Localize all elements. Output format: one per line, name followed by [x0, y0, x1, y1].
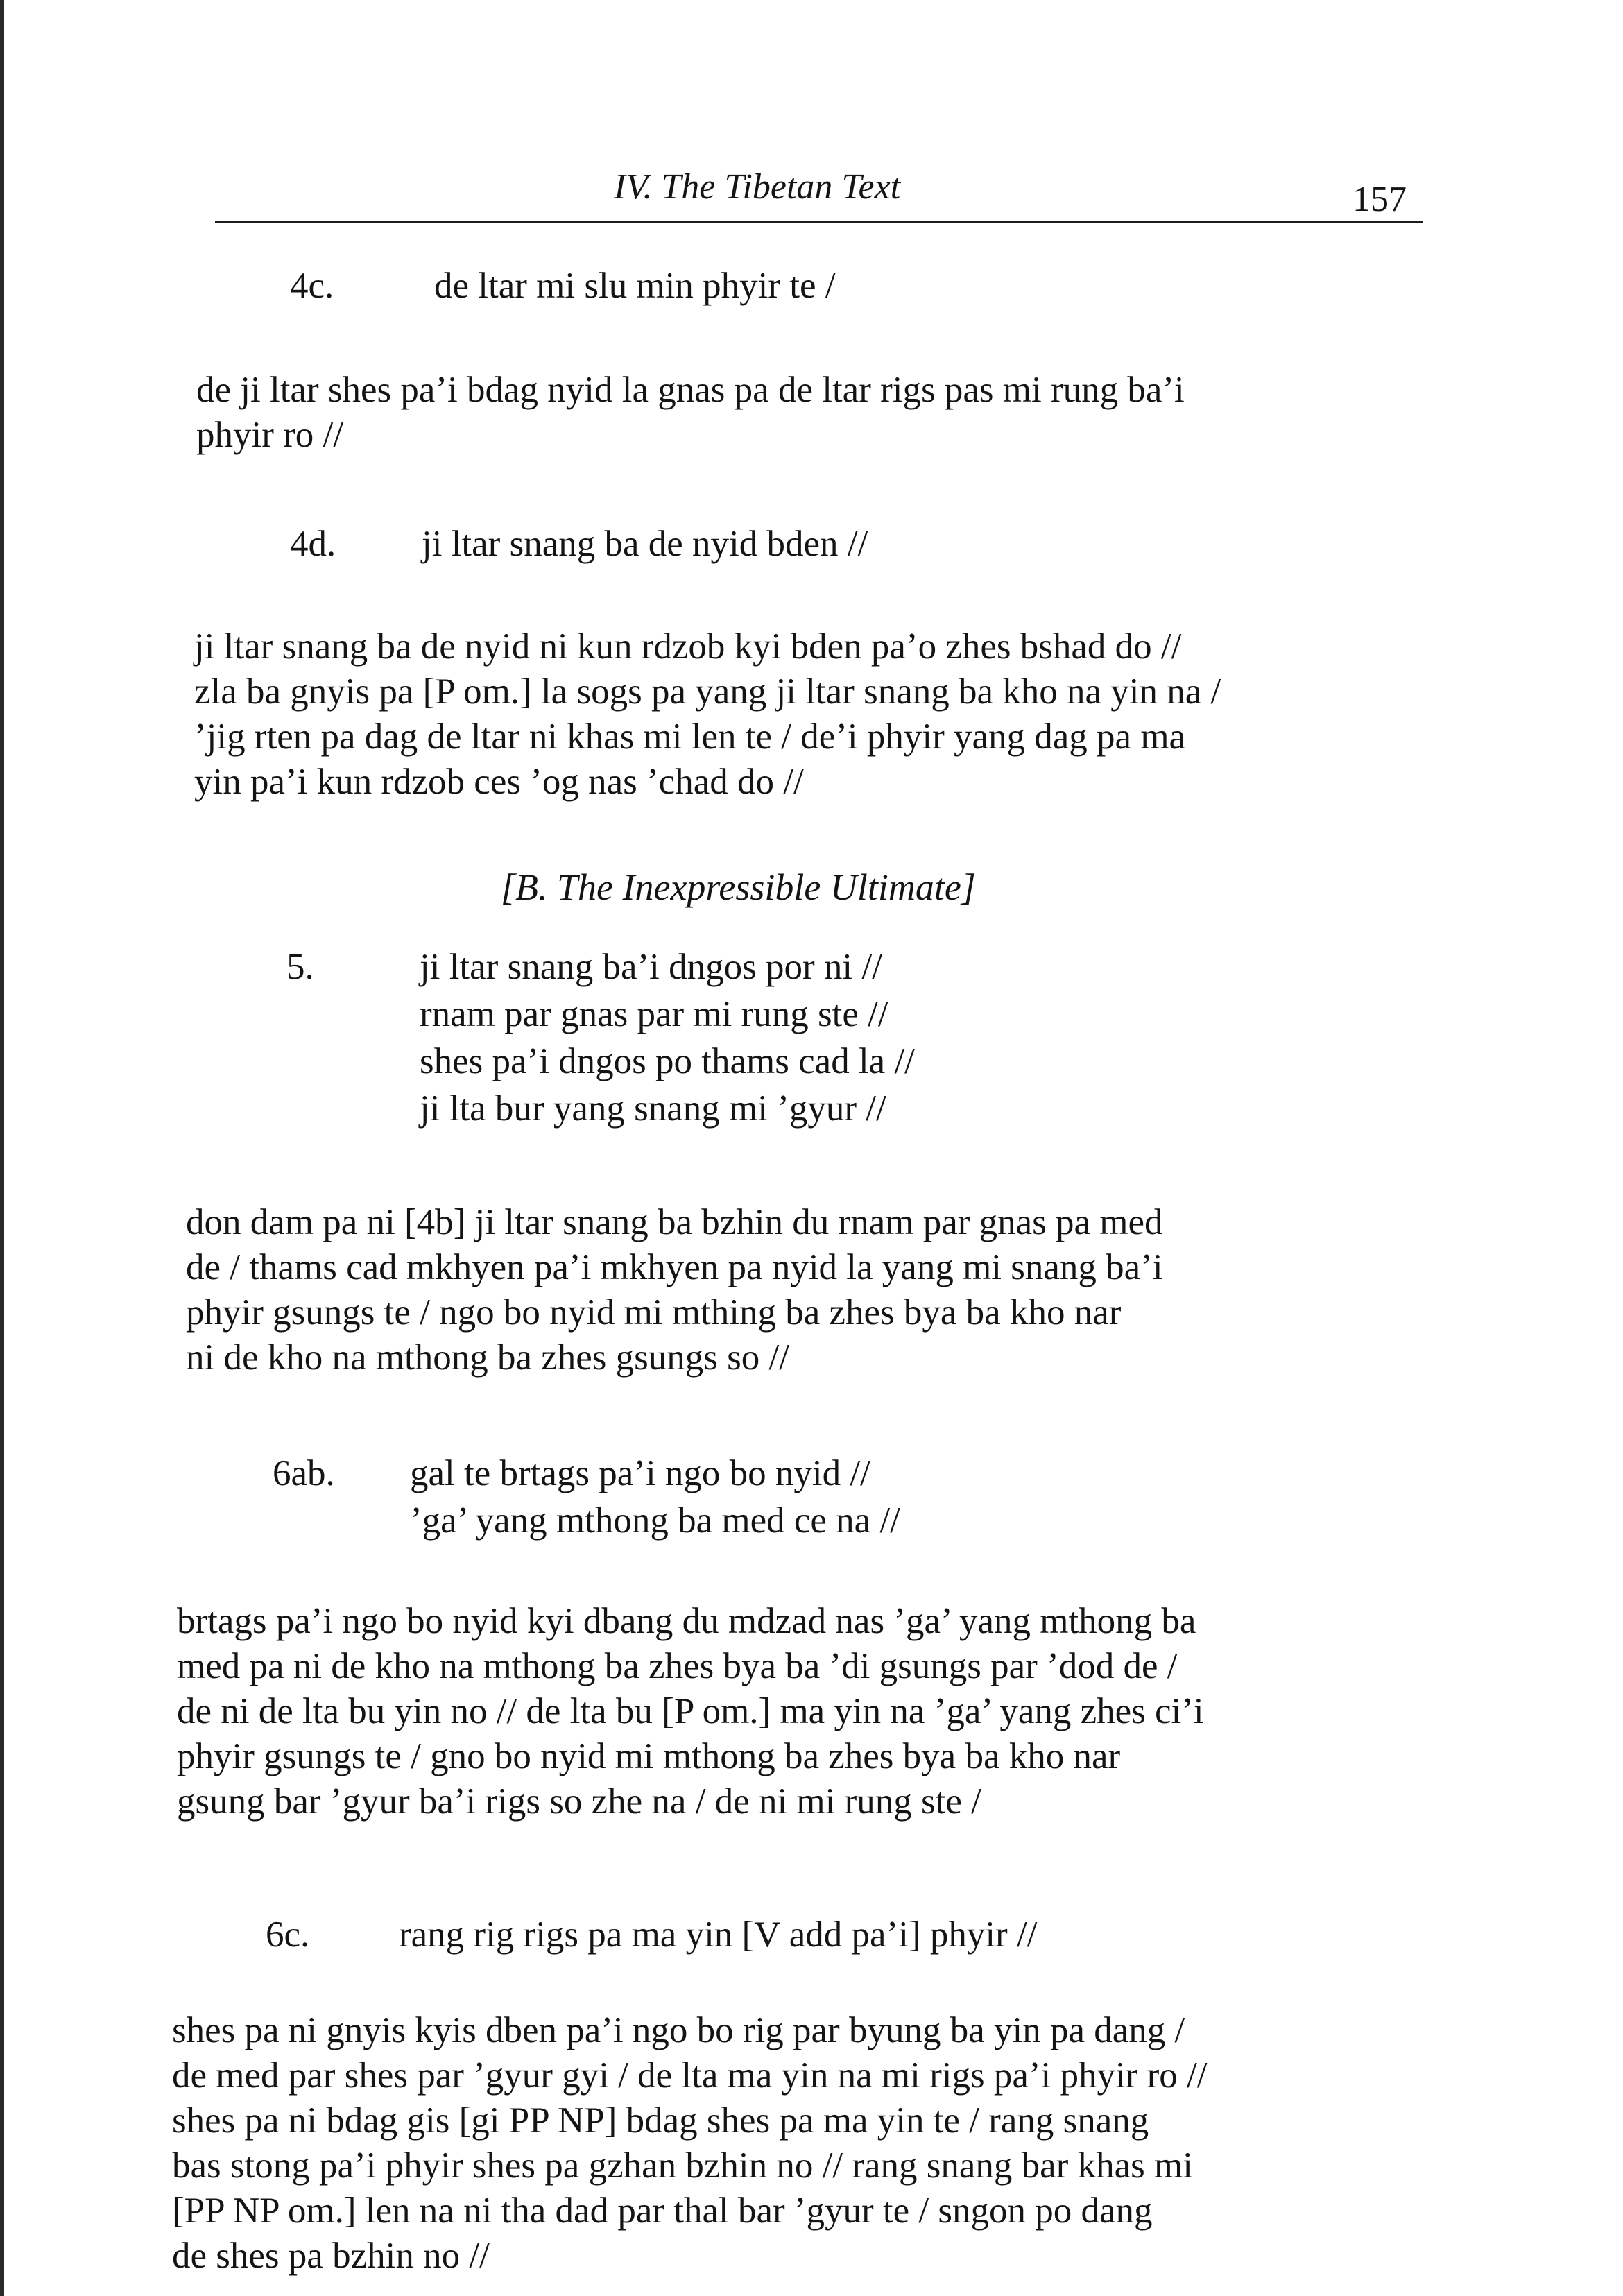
text-line: gsung bar ’gyur ba’i rigs so zhe na / de ni mi rung ste / — [177, 1781, 981, 1822]
page-number: 157 — [1352, 180, 1407, 219]
verse-line: ji ltar snang ba’i dngos por ni // — [420, 947, 882, 987]
verse-number: 6ab. — [273, 1453, 335, 1493]
verse-line: ji lta bur yang snang mi ’gyur // — [420, 1088, 886, 1129]
text-line: don dam pa ni [4b] ji ltar snang ba bzhin du rnam par gnas pa med — [186, 1202, 1163, 1242]
text-line: shes pa ni bdag gis [gi PP NP] bdag shes pa ma yin te / rang snang — [172, 2100, 1149, 2141]
verse-line: ’ga’ yang mthong ba med ce na // — [410, 1500, 900, 1541]
verse-line: rang rig rigs pa ma yin [V add pa’i] phyir // — [399, 1914, 1038, 1955]
text-line: de shes pa bzhin no // — [172, 2236, 490, 2276]
verse-line: de ltar mi slu min phyir te / — [434, 266, 836, 306]
text-line: ni de kho na mthong ba zhes gsungs so // — [186, 1337, 789, 1378]
verse-line: shes pa’i dngos po thams cad la // — [420, 1041, 915, 1081]
text-line: phyir gsungs te / ngo bo nyid mi mthing ba zhes bya ba kho nar — [186, 1292, 1122, 1333]
text-line: brtags pa’i ngo bo nyid kyi dbang du mdzad nas ’ga’ yang mthong ba — [177, 1601, 1196, 1641]
commentary-paragraph — [196, 368, 1185, 458]
text-line: med pa ni de kho na mthong ba zhes bya ba ’di gsungs par ’dod de / — [177, 1646, 1178, 1686]
text-line: shes pa ni gnyis kyis dben pa’i ngo bo rig par byung ba yin pa dang / — [172, 2010, 1185, 2050]
text-line: ji ltar snang ba de nyid ni kun rdzob kyi bden pa’o zhes bshad do // — [194, 626, 1182, 667]
text-line: yin pa’i kun rdzob ces ’og nas ’chad do // — [194, 762, 804, 802]
text-line: ’jig rten pa dag de ltar ni khas mi len te / de’i phyir yang dag pa ma — [194, 717, 1186, 757]
verse-number: 4d. — [290, 524, 336, 564]
text-line: phyir gsungs te / gno bo nyid mi mthong ba zhes bya ba kho nar — [177, 1736, 1121, 1776]
commentary-paragraph — [194, 624, 1221, 805]
commentary-paragraph — [177, 1599, 1204, 1824]
section-title: [B. The Inexpressible Ultimate] — [501, 866, 976, 908]
verse-line: rnam par gnas par mi rung ste // — [420, 994, 888, 1034]
text-line: bas stong pa’i phyir shes pa gzhan bzhin no // rang snang bar khas mi — [172, 2145, 1193, 2186]
text-line: de / thams cad mkhyen pa’i mkhyen pa nyid la yang mi snang ba’i — [186, 1247, 1163, 1287]
commentary-paragraph — [186, 1200, 1163, 1380]
text-line: zla ba gnyis pa [P om.] la sogs pa yang ji ltar snang ba kho na yin na / — [194, 671, 1221, 712]
commentary-paragraph — [172, 2008, 1207, 2279]
text-line: [PP NP om.] len na ni tha dad par thal bar ’gyur te / sngon po dang — [172, 2191, 1153, 2231]
verse-line: ji ltar snang ba de nyid bden // — [422, 524, 868, 564]
text-line: de ni de lta bu yin no // de lta bu [P om.] ma yin na ’ga’ yang zhes ci’i — [177, 1691, 1204, 1731]
running-head: IV. The Tibetan Text — [614, 167, 901, 207]
text-line: de ji ltar shes pa’i bdag nyid la gnas pa de ltar rigs pas mi rung ba’i — [196, 370, 1185, 410]
verse-line: gal te brtags pa’i ngo bo nyid // — [410, 1453, 870, 1493]
header-rule — [215, 221, 1423, 223]
verse-number: 5. — [286, 947, 314, 987]
text-line: de med par shes par ’gyur gyi / de lta ma yin na mi rigs pa’i phyir ro // — [172, 2055, 1208, 2096]
text-line: phyir ro // — [196, 415, 343, 455]
verse-number: 4c. — [290, 266, 334, 306]
verse-number: 6c. — [266, 1914, 310, 1955]
